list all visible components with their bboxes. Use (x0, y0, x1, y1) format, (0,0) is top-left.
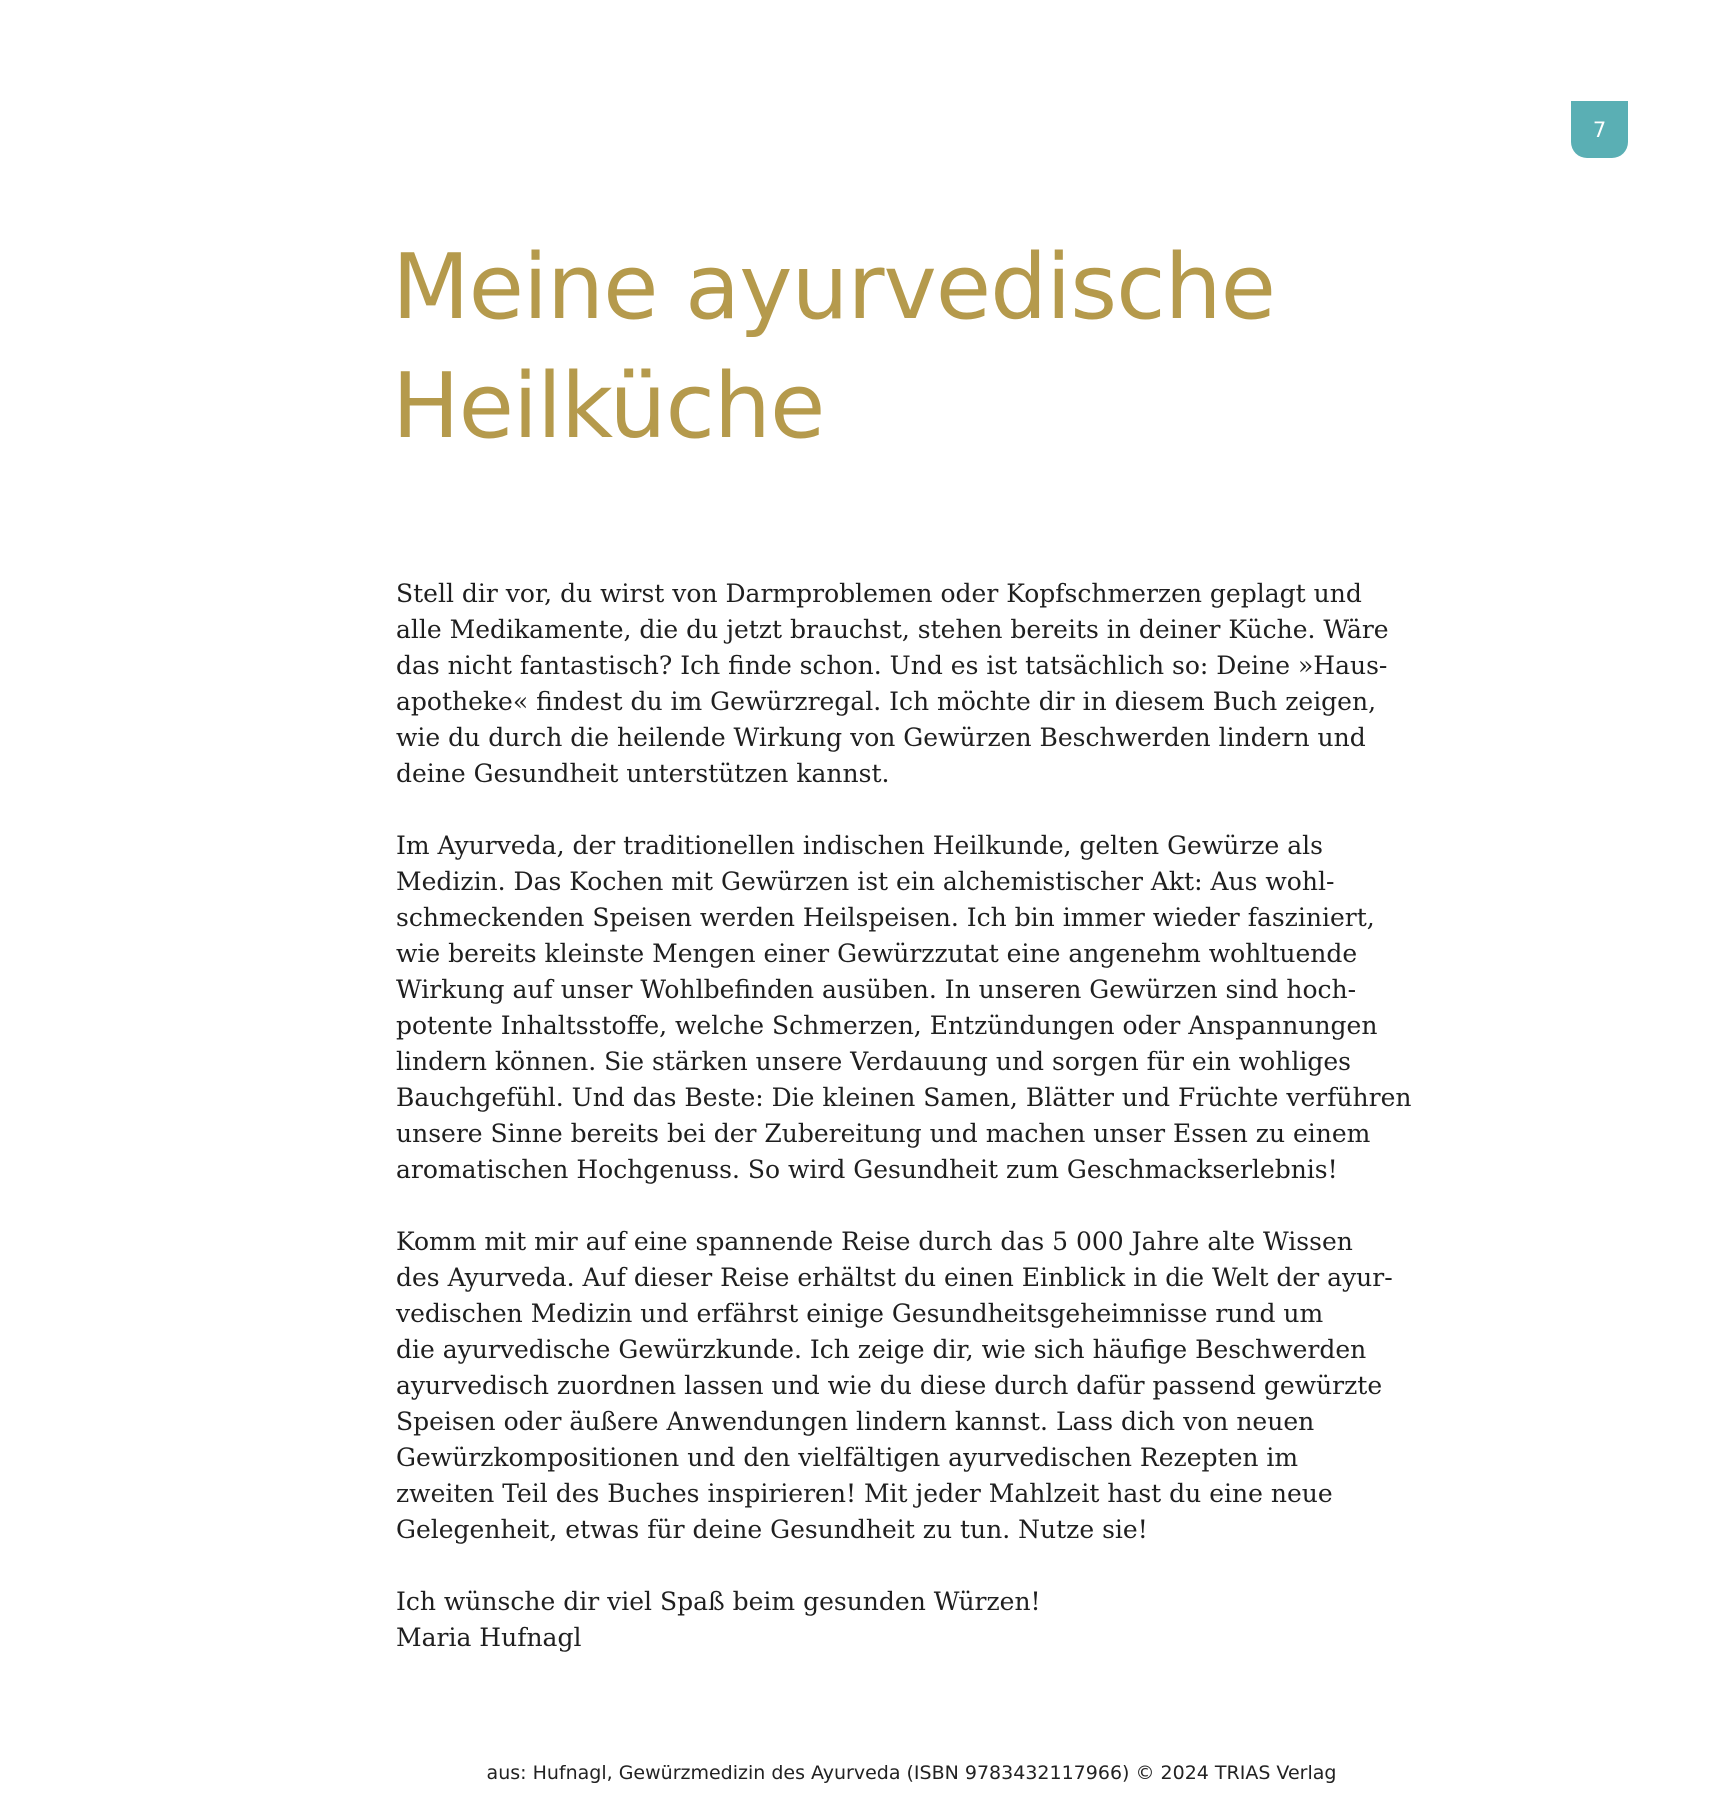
text-line: Gewürzkompositionen und den vielfältigen ayurvedischen Rezepten im (396, 1443, 1299, 1472)
chapter-title (392, 228, 1392, 466)
body-text (396, 576, 1412, 1692)
text-line: des Ayurveda. Auf dieser Reise erhältst du einen Einblick in die Welt der ayur- (396, 1263, 1393, 1292)
source-footer: aus: Hufnagl, Gewürzmedizin des Ayurveda (ISBN 9783432117966) © 2024 TRIAS Verlag (486, 1762, 1337, 1784)
text-line: apotheke« findest du im Gewürzregal. Ich möchte dir in diesem Buch zeigen, (396, 687, 1377, 716)
paragraph-closing (396, 1584, 1316, 1656)
text-line: deine Gesundheit unterstützen kannst. (396, 759, 890, 788)
text-line: ayurvedisch zuordnen lassen und wie du diese durch dafür passend gewürzte (396, 1371, 1383, 1400)
text-line: Gelegenheit, etwas für deine Gesundheit zu tun. Nutze sie! (396, 1515, 1148, 1544)
text-line: vedischen Medizin und erfährst einige Gesundheitsgeheimnisse rund um (396, 1299, 1324, 1328)
text-line: die ayurvedische Gewürzkunde. Ich zeige dir, wie sich häufige Beschwerden (396, 1335, 1367, 1364)
text-line: Stell dir vor, du wirst von Darmproblemen oder Kopfschmerzen geplagt und (396, 579, 1362, 608)
chapter-title-line-2: Heilküche (392, 354, 825, 459)
text-line: unsere Sinne bereits bei der Zubereitung und machen unser Essen zu einem (396, 1119, 1371, 1148)
chapter-title-line-1: Meine ayurvedische (392, 235, 1276, 340)
author-signature: Maria Hufnagl (396, 1623, 582, 1652)
text-line: aromatischen Hochgenuss. So wird Gesundheit zum Geschmackserlebnis! (396, 1155, 1338, 1184)
text-line: wie bereits kleinste Mengen einer Gewürzzutat eine angenehm wohltuende (396, 939, 1358, 968)
text-line: potente Inhaltsstoffe, welche Schmerzen, Entzündungen oder Anspannungen (396, 1011, 1378, 1040)
text-line: Bauchgefühl. Und das Beste: Die kleinen Samen, Blätter und Früchte verführen (396, 1083, 1412, 1112)
paragraph-journey (396, 1224, 1393, 1548)
text-line: Komm mit mir auf eine spannende Reise durch das 5 000 Jahre alte Wissen (396, 1227, 1353, 1256)
text-line: alle Medikamente, die du jetzt brauchst, stehen bereits in deiner Küche. Wäre (396, 615, 1389, 644)
page-number-badge (1571, 101, 1628, 158)
paragraph-ayurveda (396, 828, 1412, 1188)
text-line: Medizin. Das Kochen mit Gewürzen ist ein alchemistischer Akt: Aus wohl- (396, 867, 1335, 896)
page-number: 7 (1592, 117, 1607, 142)
paragraph-intro (396, 576, 1389, 792)
closing-greeting: Ich wünsche dir viel Spaß beim gesunden Würzen! (396, 1587, 1041, 1616)
text-line: Wirkung auf unser Wohlbefinden ausüben. In unseren Gewürzen sind hoch- (396, 975, 1357, 1004)
text-line: zweiten Teil des Buches inspirieren! Mit jeder Mahlzeit hast du eine neue (396, 1479, 1333, 1508)
text-line: wie du durch die heilende Wirkung von Gewürzen Beschwerden lindern und (396, 723, 1366, 752)
text-line: Speisen oder äußere Anwendungen lindern kannst. Lass dich von neuen (396, 1407, 1315, 1436)
text-line: lindern können. Sie stärken unsere Verdauung und sorgen für ein wohliges (396, 1047, 1351, 1076)
text-line: Im Ayurveda, der traditionellen indischen Heilkunde, gelten Gewürze als (396, 831, 1323, 860)
text-line: das nicht fantastisch? Ich finde schon. Und es ist tatsächlich so: Deine »Haus- (396, 651, 1388, 680)
text-line: schmeckenden Speisen werden Heilspeisen. Ich bin immer wieder fasziniert, (396, 903, 1375, 932)
